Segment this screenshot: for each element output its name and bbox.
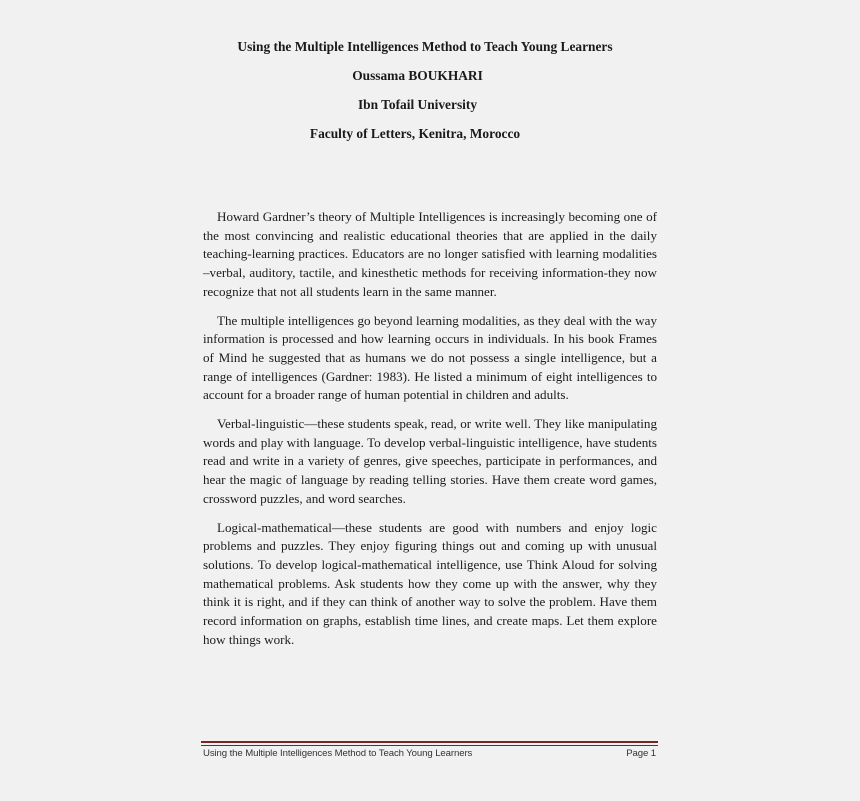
paragraph-logical-mathematical: Logical-mathematical—these students are good with numbers and enjoy logic problems and puzzles. They enjoy figuring things out and coming up with unusual solutions. To develop logical-mathematical intelligence, use Think Aloud for solving mathematical problems. Ask students how they come up with the answer, why they think it is right, and if they can think of another way to solve the problem. Have them record information on graphs, establish time lines, and create maps. Let them explore how things work. — [203, 519, 657, 647]
document-title: Using the Multiple Intelligences Method to Teach Young Learners — [237, 39, 613, 54]
paragraph-multiple-intelligences: The multiple intelligences go beyond learning modalities, as they deal with the way information is processed and how learning occurs in individuals. In his book Frames of Mind he suggested that as humans we do not possess a single intelligence, but a range of intelligences (Gardner: 1983). He listed a minimum of eight intelligences to account for a broader range of human potential in children and adults. — [203, 312, 657, 403]
title-block — [0, 37, 860, 153]
faculty-name: Faculty of Letters, Kenitra, Morocco — [309, 126, 521, 141]
university-name: Ibn Tofail University — [357, 97, 478, 112]
page-number: Page 1 — [626, 748, 656, 759]
footer-rule — [201, 741, 658, 743]
paragraph-verbal-linguistic: Verbal-linguistic—these students speak, read, or write well. They like manipulating words and play with language. To develop verbal-linguistic intelligence, have students read and write in a variety of genres, give speeches, participate in performances, and hear the magic of language by reading telling stories. Have them create word games, crossword puzzles, and word searches. — [203, 416, 657, 506]
paragraph-intro: Howard Gardner’s theory of Multiple Intelligences is increasingly becoming one of the most convincing and realistic educational theories that are applied in the daily teaching-learning practices. Educators are no longer satisfied with learning modalities –verbal, auditory, tactile, and kinesthetic methods for receiving information-they now recognize that not all students learn in the same manner. — [203, 209, 657, 299]
body-text — [203, 208, 657, 659]
footer-running-title: Using the Multiple Intelligences Method to Teach Young Learners — [203, 748, 473, 759]
footer-rule-thin — [201, 745, 658, 746]
author-name: Oussama BOUKHARI — [352, 68, 483, 83]
page-footer — [203, 748, 656, 762]
